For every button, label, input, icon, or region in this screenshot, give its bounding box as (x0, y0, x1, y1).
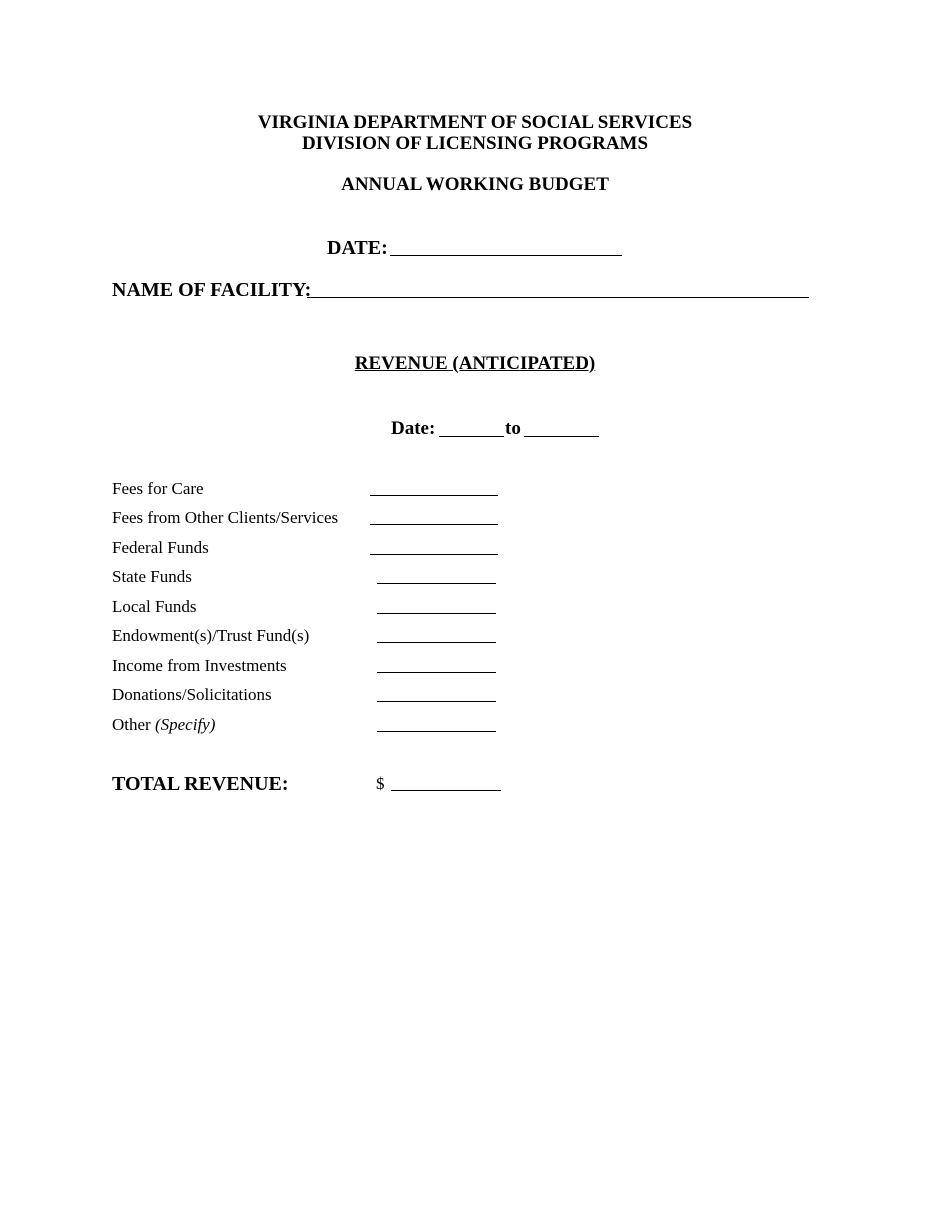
revenue-item-label: Income from Investments (112, 656, 287, 675)
revenue-item-input-line[interactable] (377, 583, 496, 584)
facility-label: NAME OF FACILITY: (112, 279, 312, 301)
revenue-item-input-line[interactable] (377, 731, 496, 732)
period-from-line[interactable] (439, 436, 504, 437)
date-label: DATE: (327, 237, 388, 259)
revenue-item-label: Donations/Solicitations (112, 685, 272, 704)
specify-note: (Specify) (154, 715, 216, 734)
agency-name: VIRGINIA DEPARTMENT OF SOCIAL SERVICES (257, 112, 693, 133)
revenue-item-input-line[interactable] (370, 554, 498, 555)
division-name: DIVISION OF LICENSING PROGRAMS (301, 133, 649, 154)
revenue-item-label: Fees from Other Clients/Services (112, 508, 339, 527)
revenue-item-label: Local Funds (112, 597, 197, 616)
revenue-item-label: Federal Funds (112, 538, 209, 557)
revenue-item-input-line[interactable] (370, 524, 498, 525)
period-to-line[interactable] (524, 436, 599, 437)
revenue-item-label: State Funds (112, 567, 192, 586)
form-title: ANNUAL WORKING BUDGET (341, 174, 609, 195)
date-input-line[interactable] (390, 255, 622, 256)
revenue-item-input-line[interactable] (377, 613, 496, 614)
revenue-item-input-line[interactable] (377, 672, 496, 673)
revenue-item-input-line[interactable] (377, 642, 496, 643)
revenue-item-label: Fees for Care (112, 479, 204, 498)
period-label: Date: (391, 418, 436, 439)
revenue-item-input-line[interactable] (377, 701, 496, 702)
total-revenue-input-line[interactable] (391, 790, 501, 791)
total-revenue-label: TOTAL REVENUE: (112, 773, 289, 795)
revenue-title: REVENUE (ANTICIPATED) (354, 353, 596, 374)
revenue-item-input-line[interactable] (370, 495, 498, 496)
currency-symbol: $ (376, 774, 385, 793)
revenue-item-label: Endowment(s)/Trust Fund(s) (112, 626, 310, 645)
facility-input-line[interactable] (307, 297, 809, 298)
revenue-item-label-other: Other (Specify) (112, 715, 216, 734)
period-separator: to (505, 418, 521, 439)
